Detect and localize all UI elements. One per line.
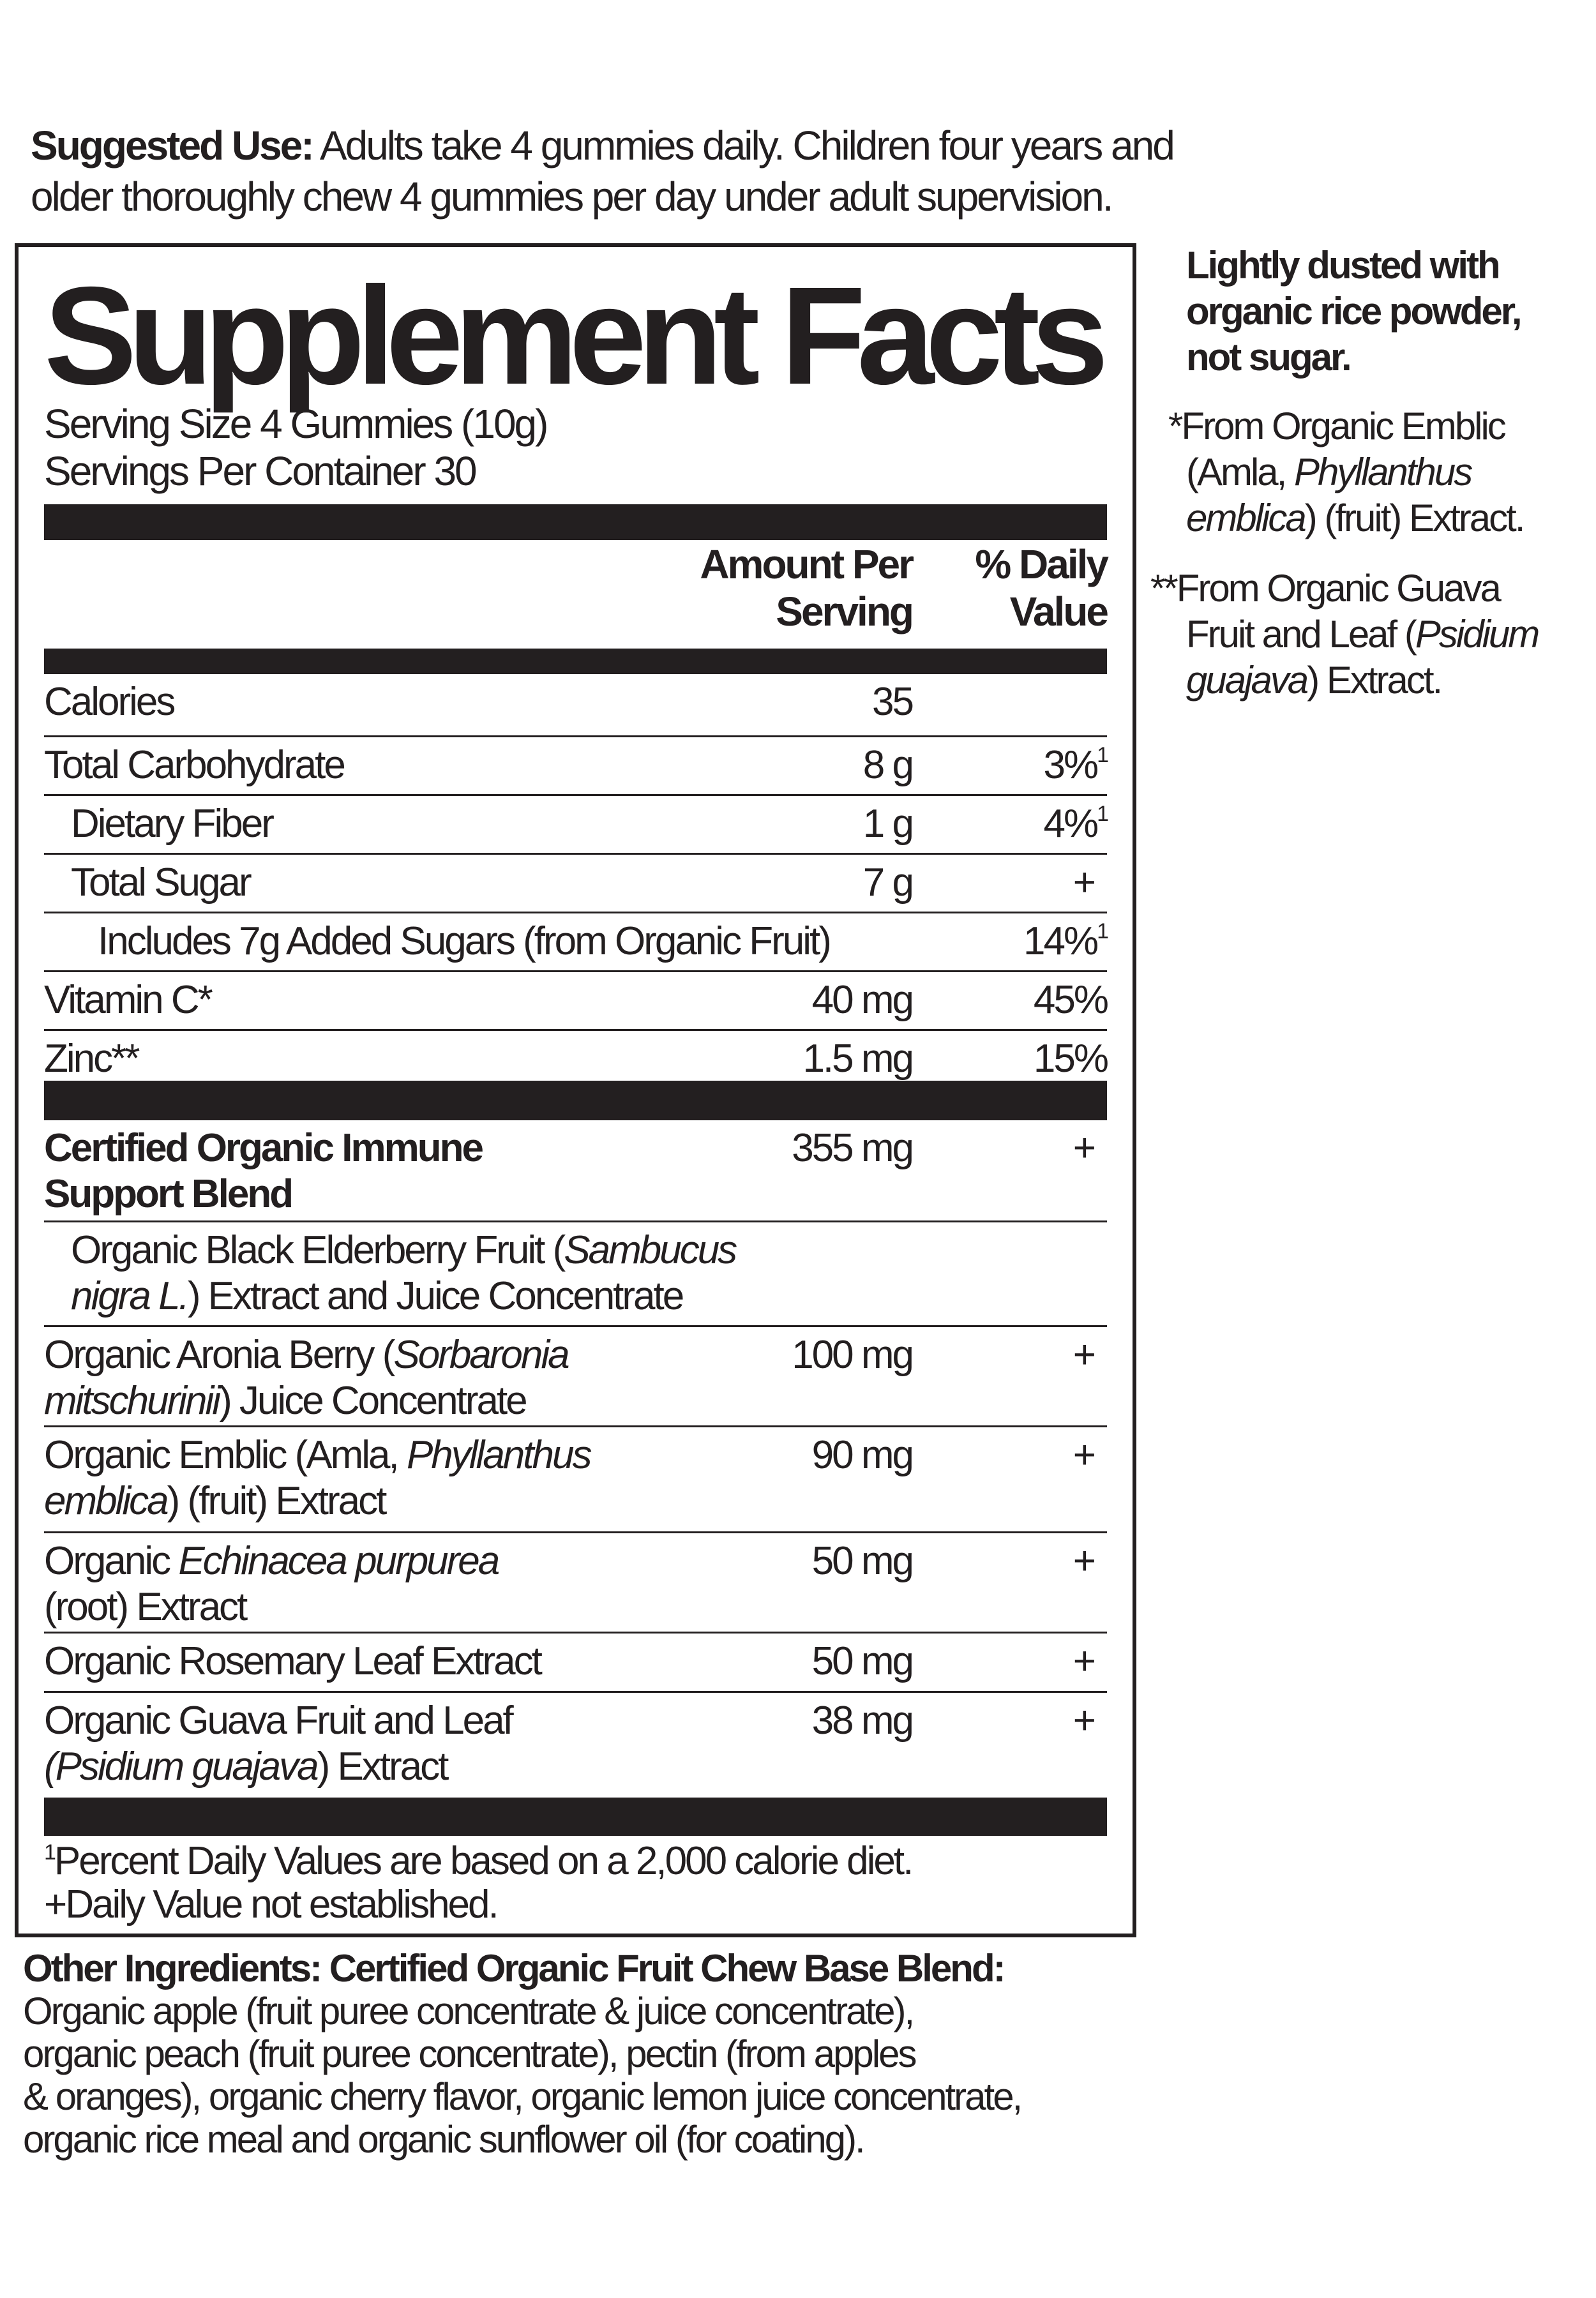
ingredient-name: Organic Black Elderberry Fruit (Sambucus nigra L.) Extract and Juice Concentrate (71, 1228, 736, 1318)
suggested-use (31, 120, 1499, 222)
ingredient-name: Organic Rosemary Leaf Extract (44, 1639, 541, 1683)
nutrient-amount: 1.5 mg (802, 1037, 912, 1081)
nutrient-row (44, 737, 1107, 796)
nutrient-daily-value: 4%$^1$ (1043, 802, 1107, 846)
nutrient-name: Dietary Fiber (71, 802, 273, 846)
ingredient-daily-value: + (1073, 1539, 1094, 1583)
ingredient-amount: 100 mg (792, 1333, 912, 1377)
guava-footnote: **From Organic Guava Fruit and Leaf (Psidium guajava) Extract. (1150, 567, 1539, 702)
footnotes: $^1$Percent Daily Values are based on a 2,000 calorie diet. +Daily Value not established. (44, 1839, 912, 1926)
blend-row: Certified Organic Immune Support Blend 355 mg + (44, 1120, 1107, 1222)
suggested-use-text: Adults take 4 gummies daily. Children four years and (312, 123, 1173, 169)
coating-note: Lightly dusted with organic rice powder, not sugar. (1186, 244, 1521, 379)
ingredient-daily-value: + (1073, 1639, 1094, 1683)
ingredient-row (44, 1693, 1107, 1798)
nutrient-name: Calories (44, 680, 174, 724)
serving-info (44, 400, 546, 495)
ingredient-name: Organic Guava Fruit and Leaf (Psidium guajava) Extract (44, 1699, 512, 1789)
ingredient-daily-value: + (1073, 1433, 1094, 1477)
nutrient-row (44, 1031, 1107, 1081)
ingredient-amount: 90 mg (811, 1433, 912, 1477)
ingredient-row (44, 1533, 1107, 1633)
divider-bar (44, 504, 1107, 540)
nutrient-daily-value: 45% (1033, 978, 1107, 1022)
other-ingredients: Other Ingredients: Certified Organic Fruit Chew Base Blend: Organic apple (fruit puree concentrate & juice concentrate), organic peach (fruit puree concentrate), pectin (from apples & oranges), organic cherry flavor, organic lemon juice concentrate, organic rice meal and organic sunflower oil (for coating). (23, 1947, 1172, 2161)
nutrient-row (44, 913, 1107, 972)
suggested-use-label: Suggested Use: (31, 123, 313, 169)
ingredient-daily-value: + (1073, 1699, 1094, 1743)
other-ingredients-label: Other Ingredients: Certified Organic Fruit Chew Base Blend: (23, 1947, 1004, 1990)
suggested-use-text-2: older thoroughly chew 4 gummies per day under adult supervision. (31, 174, 1112, 220)
nutrient-name: Total Sugar (71, 860, 250, 905)
blend-rows (44, 1120, 1107, 1798)
divider-bar (44, 1081, 1107, 1120)
ingredient-name: Organic Aronia Berry (Sorbaronia mitschurinii) Juice Concentrate (44, 1333, 568, 1423)
side-notes (1150, 243, 1595, 703)
ingredient-row (44, 1427, 1107, 1533)
ingredient-row (44, 1327, 1107, 1427)
servings-per-container: Servings Per Container 30 (44, 448, 476, 494)
nutrient-row (44, 972, 1107, 1031)
nutrient-daily-value: 14%$^1$ (1023, 919, 1107, 963)
nutrient-amount: 40 mg (811, 978, 912, 1022)
ingredient-amount: 50 mg (811, 1539, 912, 1583)
nutrient-amount: 7 g (862, 860, 912, 905)
ingredient-daily-value: + (1073, 1333, 1094, 1377)
nutrient-name: Total Carbohydrate (44, 743, 344, 787)
amount-header: Amount Per Serving (700, 541, 912, 635)
ingredient-name: Organic Emblic (Amla, Phyllanthus emblica) (fruit) Extract (44, 1433, 591, 1523)
column-header (44, 541, 1107, 649)
nutrient-amount: 35 (872, 680, 912, 724)
nutrient-daily-value: 15% (1033, 1037, 1107, 1081)
nutrient-amount: 8 g (862, 743, 912, 787)
nutrient-row (44, 674, 1107, 737)
daily-value-header: % Daily Value (975, 541, 1107, 635)
emblic-footnote: *From Organic Emblic (Amla, Phyllanthus emblica) (fruit) Extract. (1168, 405, 1524, 539)
nutrient-name: Includes 7g Added Sugars (from Organic Fruit) (98, 919, 830, 963)
nutrient-name: Vitamin C* (44, 978, 211, 1022)
supplement-facts-panel (15, 243, 1136, 1937)
nutrient-row (44, 796, 1107, 855)
nutrient-rows (44, 674, 1107, 1081)
nutrient-row (44, 855, 1107, 913)
divider-bar (44, 1798, 1107, 1836)
panel-title: Supplement Facts (44, 259, 1100, 414)
ingredient-amount: 50 mg (811, 1639, 912, 1683)
nutrient-daily-value: 3%$^1$ (1043, 743, 1107, 787)
divider-bar (44, 649, 1107, 674)
nutrient-daily-value: + (1073, 860, 1094, 905)
ingredient-amount: 38 mg (811, 1699, 912, 1743)
ingredient-row (44, 1222, 1107, 1327)
nutrient-name: Zinc** (44, 1037, 139, 1081)
ingredient-row (44, 1633, 1107, 1693)
ingredient-name: Organic Echinacea purpurea (root) Extract (44, 1539, 499, 1629)
serving-size: Serving Size 4 Gummies (10g) (44, 401, 547, 447)
nutrient-amount: 1 g (862, 802, 912, 846)
